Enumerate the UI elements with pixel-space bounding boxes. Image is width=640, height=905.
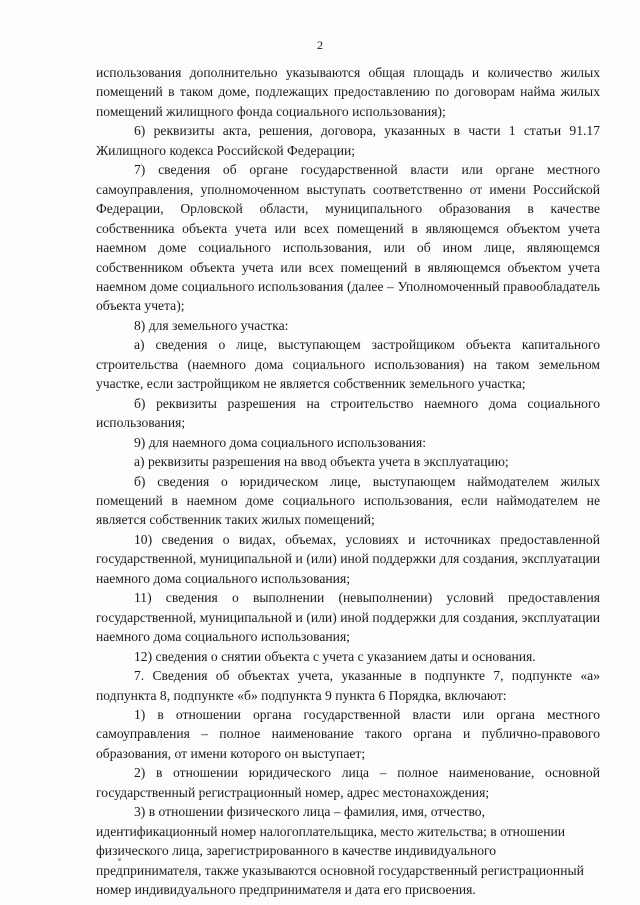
paragraph-continuation: использования дополнительно указываются общая площадь и количество жилых помещений в таком доме, подлежащих предоставлению по договорам найма жилых помещений жилищного фонда социального использования); [96, 65, 600, 119]
paragraph-subitem-3: 3) в отношении физического лица – фамилия, имя, отчество, идентификационный номер налогоплательщика, место жительства; в отношении физического лица, зарегистрированного в качестве индивидуального предпринимателя, также указываются основной государственный регистрационный номер индивидуального предпринимателя и дата его присвоения. [96, 804, 584, 898]
paragraph-item-8a: а) сведения о лице, выступающем застройщиком объекта капитального строительства (наемного дома социального использования) на таком земельном участке, если застройщиком не является собственник земельного участка; [96, 337, 600, 392]
paragraph-item-9b: б) сведения о юридическом лице, выступающем наймодателем жилых помещений в наемном доме социального использования, если наймодателем не является собственник таких жилых помещений; [96, 473, 600, 528]
paragraph-item-6: 6) реквизиты акта, решения, договора, указанных в части 1 статьи 91.17 Жилищного кодекса Российской Федерации; [96, 123, 600, 158]
paragraph-item-11: 11) сведения о выполнении (невыполнении) условий предоставления государственной, муниципальной и (или) иной поддержки для создания, эксплуатации наемного дома социального использования; [96, 590, 600, 645]
paragraph-item-12: 12) сведения о снятии объекта с учета с указанием даты и основания. [134, 648, 536, 664]
paragraph-item-8b: б) реквизиты разрешения на строительство наемного дома социального использования; [96, 395, 600, 431]
paragraph-item-10: 10) сведения о видах, объемах, условиях и источниках предоставленной государственной, муниципальной и (или) иной поддержки для создания, эксплуатации наемного дома социального использования; [96, 531, 600, 586]
document-body [96, 63, 600, 899]
paragraph-item-9a: а) реквизиты разрешения на ввод объекта учета в эксплуатацию; [134, 454, 509, 470]
paragraph-subitem-2: 2) в отношении юридического лица – полное наименование, основной государственный регистрационный номер, адрес местонахождения; [96, 765, 600, 800]
paragraph-item-7: 7) сведения об органе государственной власти или органе местного самоуправления, уполномоченном выступать соответственно от имени Российской Федерации, Орловской области, муниципального образования в качестве собственника объекта учета или всех помещений в являющемся объектом учета наемном доме социального использования, или об ином лице, являющемся собственником объекта учета или всех помещений в являющемся объектом учета наемном доме социального использования (далее – Уполномоченный правообладатель объекта учета); [96, 162, 600, 314]
paragraph-subitem-1: 1) в отношении органа государственной власти или органа местного самоуправления – полное наименование такого органа и публично-правового образования, от имени которого он выступает; [96, 706, 600, 761]
paragraph-point-7: 7. Сведения об объектах учета, указанные в подпункте 7, подпункте «а» подпункта 8, подпункте «б» подпункта 9 пункта 6 Порядка, включают: [96, 668, 600, 703]
paragraph-item-8: 8) для земельного участка: [134, 317, 289, 333]
paragraph-item-9: 9) для наемного дома социального использования: [134, 434, 427, 450]
page-number: 2 [317, 38, 323, 52]
scan-artifact [118, 858, 121, 861]
